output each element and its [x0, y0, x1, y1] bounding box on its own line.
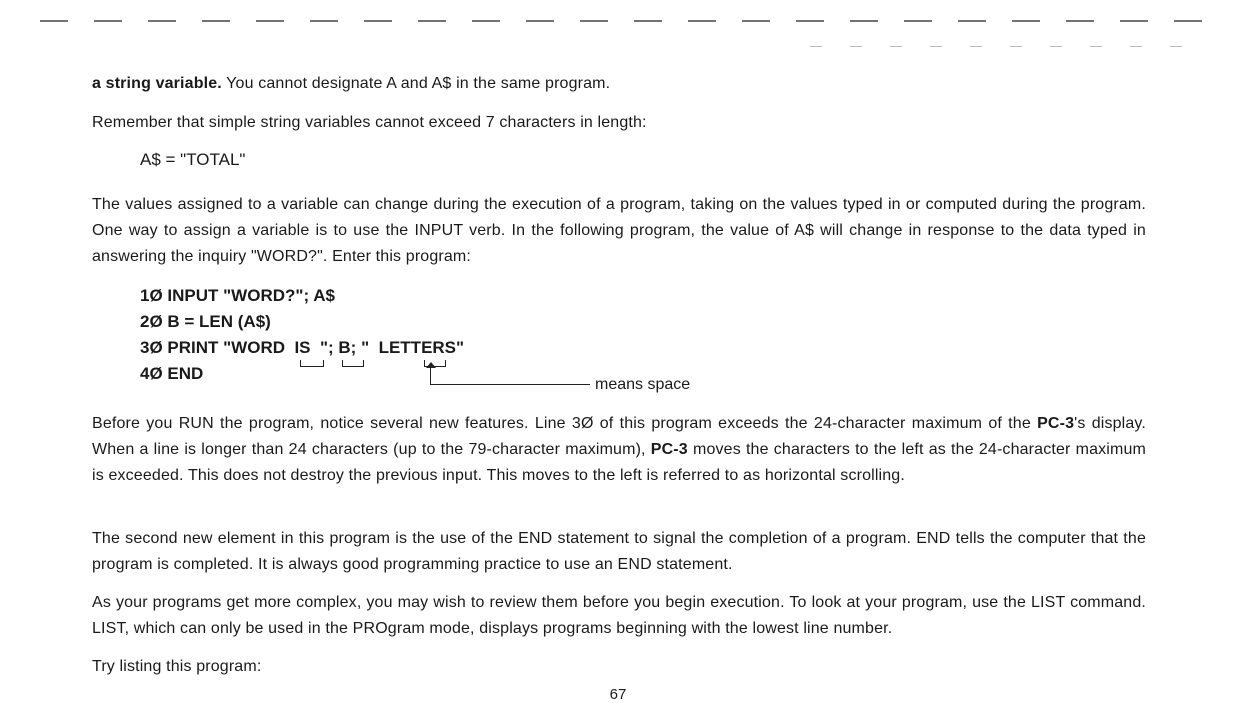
- space-marker-2: [342, 360, 364, 367]
- features-text-3: moves the characters to the left as the 24-character maximum is exceeded. This does not destroy the previous input. This moves to the left is referred to as horizontal scrolling.: [92, 441, 1146, 484]
- page-number: 67: [609, 686, 627, 703]
- space-marker-label: means space: [595, 376, 691, 393]
- top-dashed-rule: [40, 20, 1210, 22]
- arrow-stem: [430, 367, 431, 384]
- try-listing-text: Try listing this program:: [92, 658, 262, 675]
- program-line-20: 2Ø B = LEN (A$): [140, 312, 271, 331]
- program-line-10: 1Ø INPUT "WORD?"; A$: [140, 286, 335, 305]
- values-paragraph: The values assigned to a variable can change during the execution of a program, taking on the values typed in or computed during the program. One way to assign a variable is to use the INPUT verb. In the following program, the value of A$ will change in response to the data typed in answering the inquiry "WORD?". Enter this program:: [92, 196, 1146, 265]
- example-assignment: A$ = "TOTAL": [140, 150, 246, 169]
- space-marker-1: [300, 360, 324, 367]
- features-text-1: Before you RUN the program, notice several new features. Line 3Ø of this program exceeds the 24-character maximum of the: [92, 415, 1038, 432]
- leader-line: [430, 384, 590, 385]
- intro-paragraph: [92, 71, 1146, 97]
- end-paragraph: The second new element in this program is the use of the END statement to signal the completion of a program. END tells the computer that the program is completed. It is always good programming practice to use an END statement.: [92, 530, 1146, 573]
- pc3-name-2: PC-3: [650, 441, 688, 458]
- list-paragraph: As your programs get more complex, you may wish to review them before you begin execution. To look at your program, use the LIST command. LIST, which can only be used in the PROgram mode, displays programs beginning with the lowest line number.: [92, 594, 1146, 637]
- intro-rest: You cannot designate A and A$ in the same program.: [221, 75, 611, 92]
- pc3-name-1: PC-3: [1037, 415, 1075, 432]
- top-faint-rule: [810, 46, 1210, 47]
- features-text-2: 's display. When a line is longer than 24 characters (up to the 79-character maximum),: [92, 415, 1146, 458]
- features-paragraph: [92, 411, 1146, 489]
- program-line-30: 3Ø PRINT "WORD IS "; B; " LETTERS": [140, 338, 465, 357]
- intro-bold-lead: a string variable.: [92, 75, 222, 92]
- program-line-40: 4Ø END: [140, 364, 204, 383]
- reminder-paragraph: Remember that simple string variables cannot exceed 7 characters in length:: [92, 114, 647, 131]
